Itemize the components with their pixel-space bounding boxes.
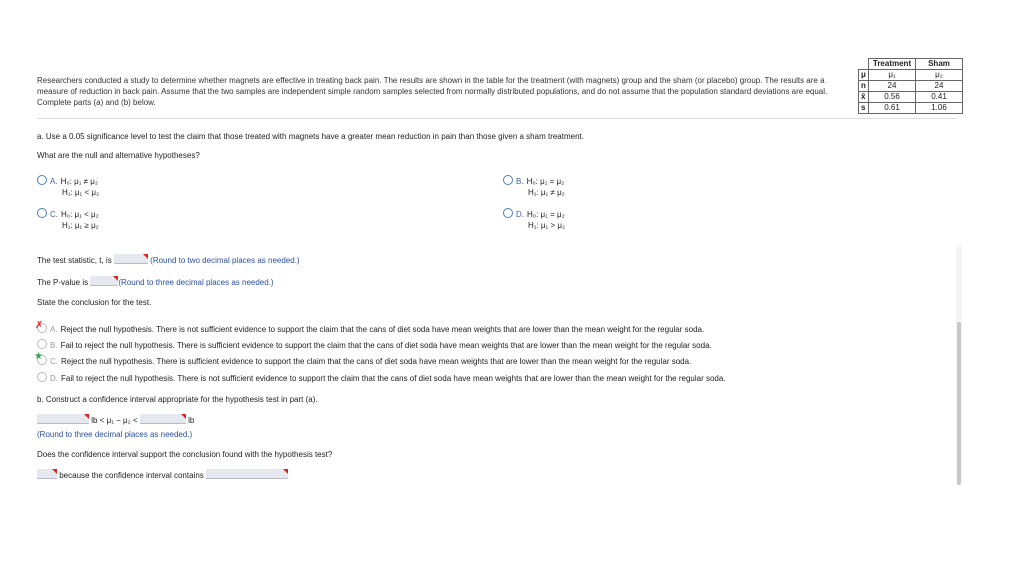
because-text: because the confidence interval contains xyxy=(59,471,204,480)
problem-intro: Researchers conducted a study to determine whether magnets are effective in treating back pain. The results are shown in the table for the treatment (with magnets) group and the sham (or placebo) group. The results are a measure of reduction in back pain. Assume that the two samples are independent simple random samples selected from normally distributed populations, and do not assume that the population standard deviations are equal. Complete parts (a) and (b) below. xyxy=(37,76,828,107)
option-h0: H₀: μ₁ < μ₂ xyxy=(61,210,99,219)
radio-icon[interactable] xyxy=(503,175,513,185)
option-letter: C. xyxy=(50,357,58,366)
option-h1: H₁: μ₁ ≠ μ₂ xyxy=(528,188,565,197)
cell-mu1: μ₁ xyxy=(869,70,916,81)
confidence-interval-line xyxy=(37,414,194,426)
option-letter: D. xyxy=(516,210,524,219)
option-h0: H₀: μ₁ = μ₂ xyxy=(527,210,565,219)
ci-contains-answer[interactable] xyxy=(206,469,288,479)
part-a-prompt: a. Use a 0.05 significance level to test the claim that those treated with magnets have a greater mean reduction in pain than those given a sham treatment. xyxy=(37,132,584,141)
ci-unit-label: lb xyxy=(188,416,195,425)
conclusion-text: Reject the null hypothesis. There is not sufficient evidence to support the claim that the cans of diet soda have mean weights that are lower than the mean weight for the regular soda. xyxy=(60,325,705,334)
option-h0: H₀: μ₁ = μ₂ xyxy=(526,177,565,186)
option-letter: A. xyxy=(50,177,58,186)
cell-n1: 24 xyxy=(869,81,916,92)
conclusion-option-c[interactable] xyxy=(34,351,692,367)
row-label-s: s xyxy=(859,103,869,114)
option-letter: A. xyxy=(50,325,58,334)
radio-icon[interactable] xyxy=(35,320,47,333)
option-h0: H₀: μ₁ ≠ μ₂ xyxy=(60,177,98,186)
flag-icon xyxy=(52,469,57,474)
correct-star-icon: ★ xyxy=(34,351,43,362)
ci-hint: (Round to three decimal places as needed.) xyxy=(37,430,193,439)
radio-icon[interactable] xyxy=(37,339,47,349)
ci-support-question: Does the confidence interval support the conclusion found with the hypothesis test? xyxy=(37,450,333,459)
option-b[interactable] xyxy=(503,175,565,198)
row-label-mu: μ xyxy=(859,70,869,81)
radio-icon[interactable] xyxy=(34,351,47,365)
test-statistic-label: The test statistic, t, is xyxy=(37,256,112,265)
option-a[interactable] xyxy=(37,175,99,198)
option-h1: H₁: μ₁ > μ₂ xyxy=(528,221,566,230)
radio-icon[interactable] xyxy=(37,372,47,382)
header-treatment: Treatment xyxy=(869,59,916,70)
flag-icon xyxy=(283,469,288,474)
header-sham: Sham xyxy=(916,59,963,70)
cell-s1: 0.61 xyxy=(869,103,916,114)
conclusion-option-d[interactable] xyxy=(37,372,726,384)
divider xyxy=(37,118,957,119)
row-label-xbar: x̄ xyxy=(859,92,869,103)
test-statistic-line xyxy=(37,254,300,266)
conclusion-prompt: State the conclusion for the test. xyxy=(37,298,152,307)
p-value-answer[interactable] xyxy=(90,276,118,286)
option-h1: H₁: μ₁ ≥ μ₂ xyxy=(62,221,99,230)
option-letter: D. xyxy=(50,374,58,383)
option-d[interactable] xyxy=(503,208,565,231)
p-value-hint: (Round to three decimal places as needed.) xyxy=(118,278,274,287)
flag-icon xyxy=(143,254,148,259)
p-value-line xyxy=(37,276,274,288)
cell-xbar2: 0.41 xyxy=(916,92,963,103)
radio-icon[interactable] xyxy=(37,175,47,185)
conclusion-text: Fail to reject the null hypothesis. There is sufficient evidence to support the claim that the cans of diet soda have mean weights that are lower than the mean weight for the regular soda. xyxy=(60,341,712,350)
data-table xyxy=(858,58,963,114)
cell-mu2: μ₂ xyxy=(916,70,963,81)
flag-icon xyxy=(113,276,118,281)
hypotheses-question: What are the null and alternative hypotheses? xyxy=(37,151,200,160)
row-label-n: n xyxy=(859,81,869,92)
flag-icon xyxy=(181,414,186,419)
ci-support-answer[interactable] xyxy=(37,469,57,479)
conclusion-text: Fail to reject the null hypothesis. There is not sufficient evidence to support the claim that the cans of diet soda have mean weights that are lower than the mean weight for the regular soda. xyxy=(61,374,726,383)
ci-middle-label: lb < μ₁ − μ₂ < xyxy=(91,416,138,425)
ci-upper-answer[interactable] xyxy=(140,414,186,424)
conclusion-text: Reject the null hypothesis. There is sufficient evidence to support the claim that the cans of diet soda have mean weights that are lower than the mean weight for the regular soda. xyxy=(61,357,692,366)
radio-icon[interactable] xyxy=(37,208,47,218)
ci-lower-answer[interactable] xyxy=(37,414,89,424)
cell-xbar1: 0.56 xyxy=(869,92,916,103)
scrollbar-thumb[interactable] xyxy=(957,322,961,485)
option-h1: H₁: μ₁ < μ₂ xyxy=(62,188,100,197)
radio-icon[interactable] xyxy=(503,208,513,218)
test-statistic-answer[interactable] xyxy=(114,254,148,264)
ci-support-line xyxy=(37,469,288,481)
option-letter: B. xyxy=(516,177,524,186)
test-statistic-hint: (Round to two decimal places as needed.) xyxy=(150,256,300,265)
incorrect-x-icon: ✗ xyxy=(35,320,44,331)
p-value-label: The P-value is xyxy=(37,278,89,287)
flag-icon xyxy=(84,414,89,419)
option-letter: B. xyxy=(50,341,58,350)
conclusion-option-a[interactable] xyxy=(35,320,705,335)
option-c[interactable] xyxy=(37,208,99,231)
conclusion-option-b[interactable] xyxy=(37,339,712,351)
cell-s2: 1.06 xyxy=(916,103,963,114)
part-b-prompt: b. Construct a confidence interval appropriate for the hypothesis test in part (a). xyxy=(37,395,318,404)
option-letter: C. xyxy=(50,210,58,219)
cell-n2: 24 xyxy=(916,81,963,92)
